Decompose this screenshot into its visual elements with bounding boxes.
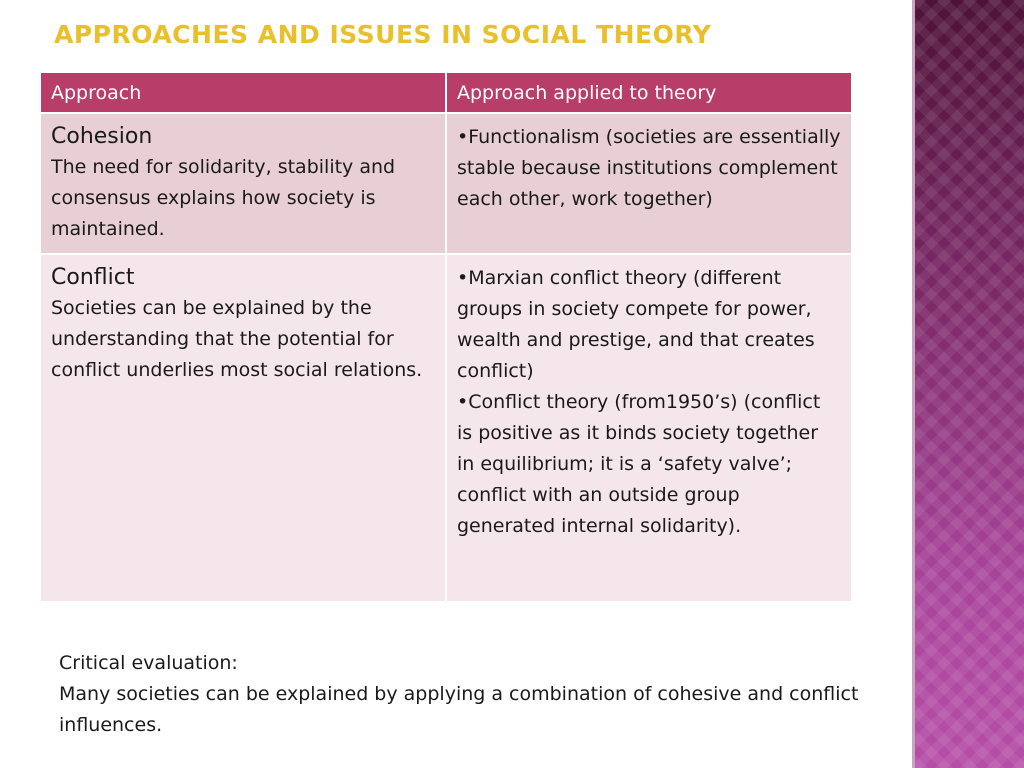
theory-bullet: •Functionalism (societies are essentially stable because institutions complement each other, work together) — [457, 126, 841, 210]
approach-title: Cohesion — [51, 124, 153, 149]
approach-cell — [41, 113, 446, 254]
table-row — [41, 254, 851, 602]
theory-bullet: •Marxian conflict theory (different groups in society compete for power, wealth and prestige, and that creates conflict) — [457, 267, 815, 382]
approach-description: Societies can be explained by the understanding that the potential for conflict underlies most social relations. — [51, 297, 423, 381]
approach-description: The need for solidarity, stability and consensus explains how society is maintained. — [51, 156, 396, 240]
table-header-row — [41, 73, 851, 113]
header-approach-applied: Approach applied to theory — [446, 73, 851, 113]
theory-cell — [446, 113, 851, 254]
slide-title: APPROACHES AND ISSUES IN SOCIAL THEORY — [54, 20, 712, 49]
critical-evaluation — [59, 648, 879, 741]
approach-title: Conflict — [51, 265, 135, 290]
approaches-table — [41, 73, 851, 603]
evaluation-text: Many societies can be explained by applying a combination of cohesive and conflict influences. — [59, 683, 859, 736]
approach-cell — [41, 254, 446, 602]
decorative-side-band — [912, 0, 1024, 768]
theory-bullet: •Conflict theory (from1950’s) (conflict is positive as it binds society together in equilibrium; it is a ‘safety valve’; conflict with an outside group generated internal solidarity). — [457, 391, 821, 537]
header-approach: Approach — [41, 73, 446, 113]
table-row — [41, 113, 851, 254]
theory-cell — [446, 254, 851, 602]
evaluation-heading: Critical evaluation: — [59, 652, 238, 674]
